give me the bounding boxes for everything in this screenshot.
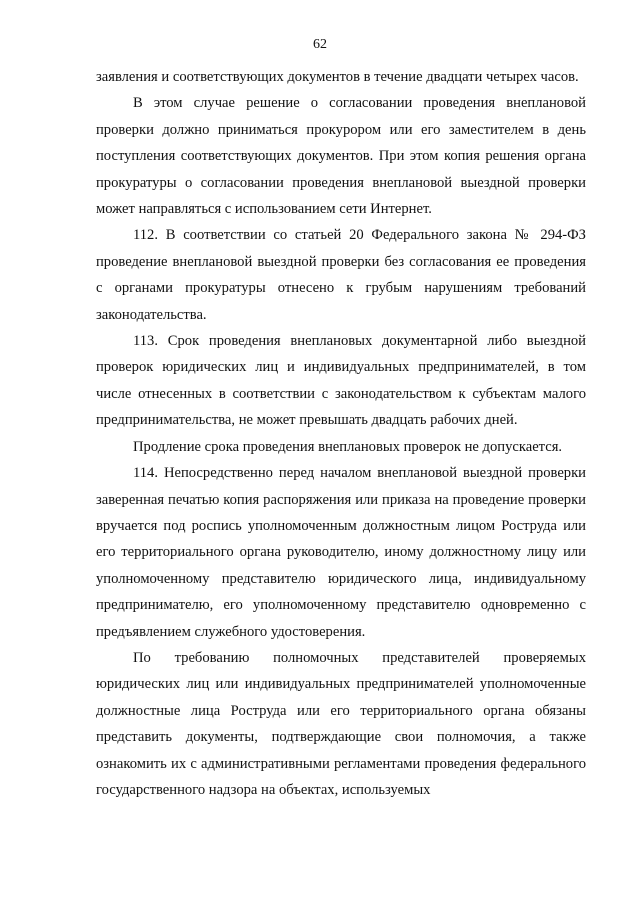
paragraph-114: 114. Непосредственно перед началом внеплановой выездной проверки заверенная печатью копия распоряжения или приказа на проведение проверки вручается под роспись уполномоченным должностным лицом Роструда или его территориального органа руководителю, иному должностному лицу или уполномоченному представителю юридического лица, индивидуальному предпринимателю, его уполномоченному представителю одновременно с предъявлением служебного удостоверения.: [96, 465, 586, 640]
paragraph-112: 112. В соответствии со статьей 20 Федерального закона № 294-ФЗ проведение внеплановой выездной проверки без согласования ее проведения с органами прокуратуры отнесено к грубым нарушениям требований законодательства.: [96, 227, 586, 323]
page-body: [96, 64, 586, 803]
paragraph-prosecutor-approval: В этом случае решение о согласовании проведения внеплановой проверки должно приниматься прокурором или его заместителем в день поступления соответствующих документов. При этом копия решения органа прокуратуры о согласовании проведения внеплановой выездной проверки может направляться с использованием сети Интернет.: [96, 95, 586, 218]
paragraph-continuation: заявления и соответствующих документов в течение двадцати четырех часов.: [96, 69, 579, 85]
page-number: 62: [313, 37, 327, 52]
paragraph-113: 113. Срок проведения внеплановых документарной либо выездной проверок юридических лиц и индивидуальных предпринимателей, в том числе отнесенных в соответствии с законодательством к субъектам малого предпринимательства, не может превышать двадцать рабочих дней.: [96, 333, 586, 429]
paragraph-no-extension: Продление срока проведения внеплановых проверок не допускается.: [133, 438, 563, 455]
paragraph-representatives-request: По требованию полномочных представителей проверяемых юридических лиц или индивидуальных предпринимателей уполномоченные должностные лица Роструда или его территориального органа обязаны представить документы, подтверждающие свои полномочия, а также ознакомить их с административными регламентами проведения федерального государственного надзора на объектах, используемых: [96, 649, 586, 798]
